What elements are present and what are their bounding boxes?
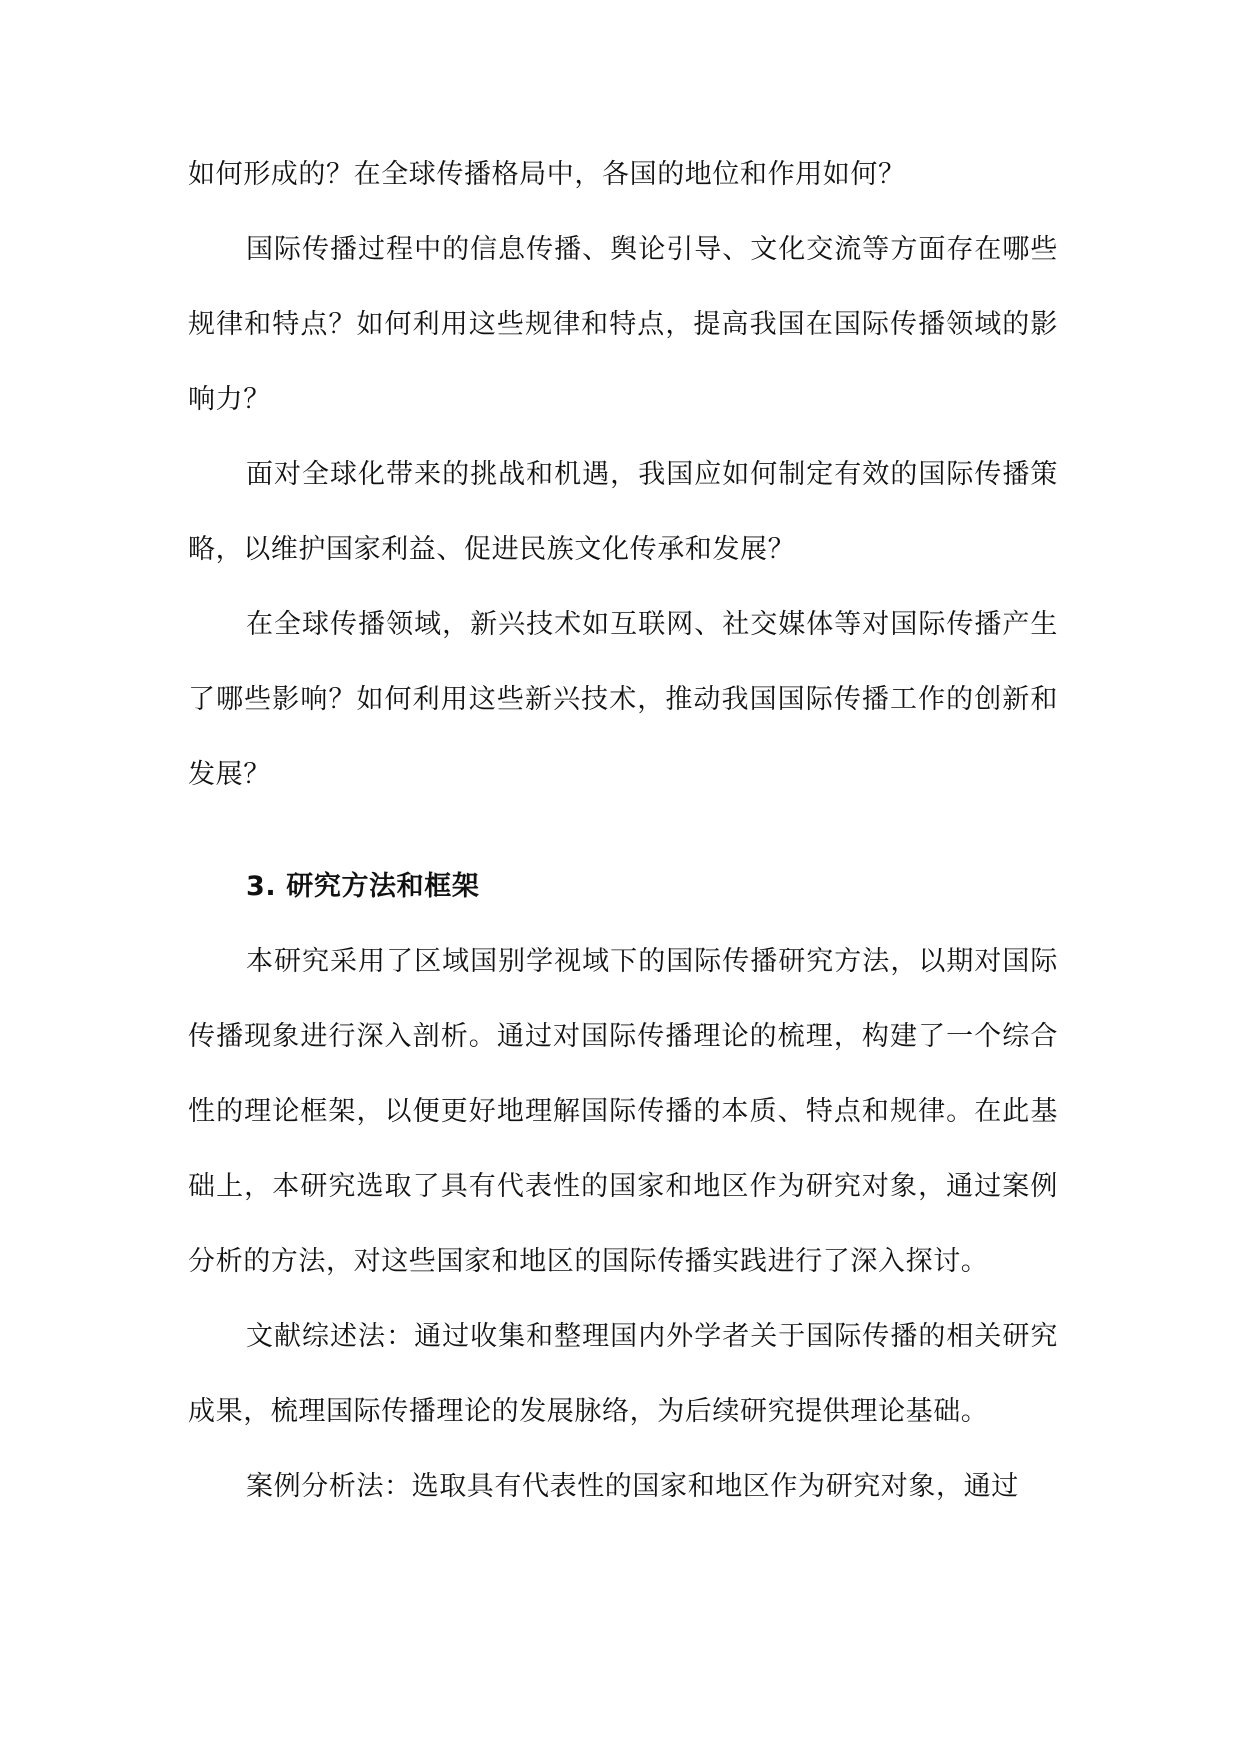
paragraph-question-technology: 在全球传播领域，新兴技术如互联网、社交媒体等对国际传播产生了哪些影响？如何利用这些新兴技术，推动我国国际传播工作的创新和发展？ [188,609,1058,790]
paragraph-case-analysis: 案例分析法：选取具有代表性的国家和地区作为研究对象，通过 [246,1471,1019,1502]
paragraph-method-overview: 本研究采用了区域国别学视域下的国际传播研究方法，以期对国际传播现象进行深入剖析。通过对国际传播理论的梳理，构建了一个综合性的理论框架，以便更好地理解国际传播的本质、特点和规律。在此基础上，本研究选取了具有代表性的国家和地区作为研究对象，通过案例分析的方法，对这些国家和地区的国际传播实践进行了深入探讨。 [188,946,1058,1277]
body-text [188,137,1058,1524]
section-spacer [188,812,1058,849]
paragraph-literature-review: 文献综述法：通过收集和整理国内外学者关于国际传播的相关研究成果，梳理国际传播理论的发展脉络，为后续研究提供理论基础。 [188,1321,1058,1427]
section-heading: 3. 研究方法和框架 [246,871,480,902]
paragraph-question-patterns: 国际传播过程中的信息传播、舆论引导、文化交流等方面存在哪些规律和特点？如何利用这些规律和特点，提高我国在国际传播领域的影响力？ [188,234,1058,415]
paragraph-question-strategy: 面对全球化带来的挑战和机遇，我国应如何制定有效的国际传播策略，以维护国家利益、促进民族文化传承和发展？ [188,459,1058,565]
paragraph-continuation: 如何形成的？在全球传播格局中，各国的地位和作用如何？ [188,159,906,190]
